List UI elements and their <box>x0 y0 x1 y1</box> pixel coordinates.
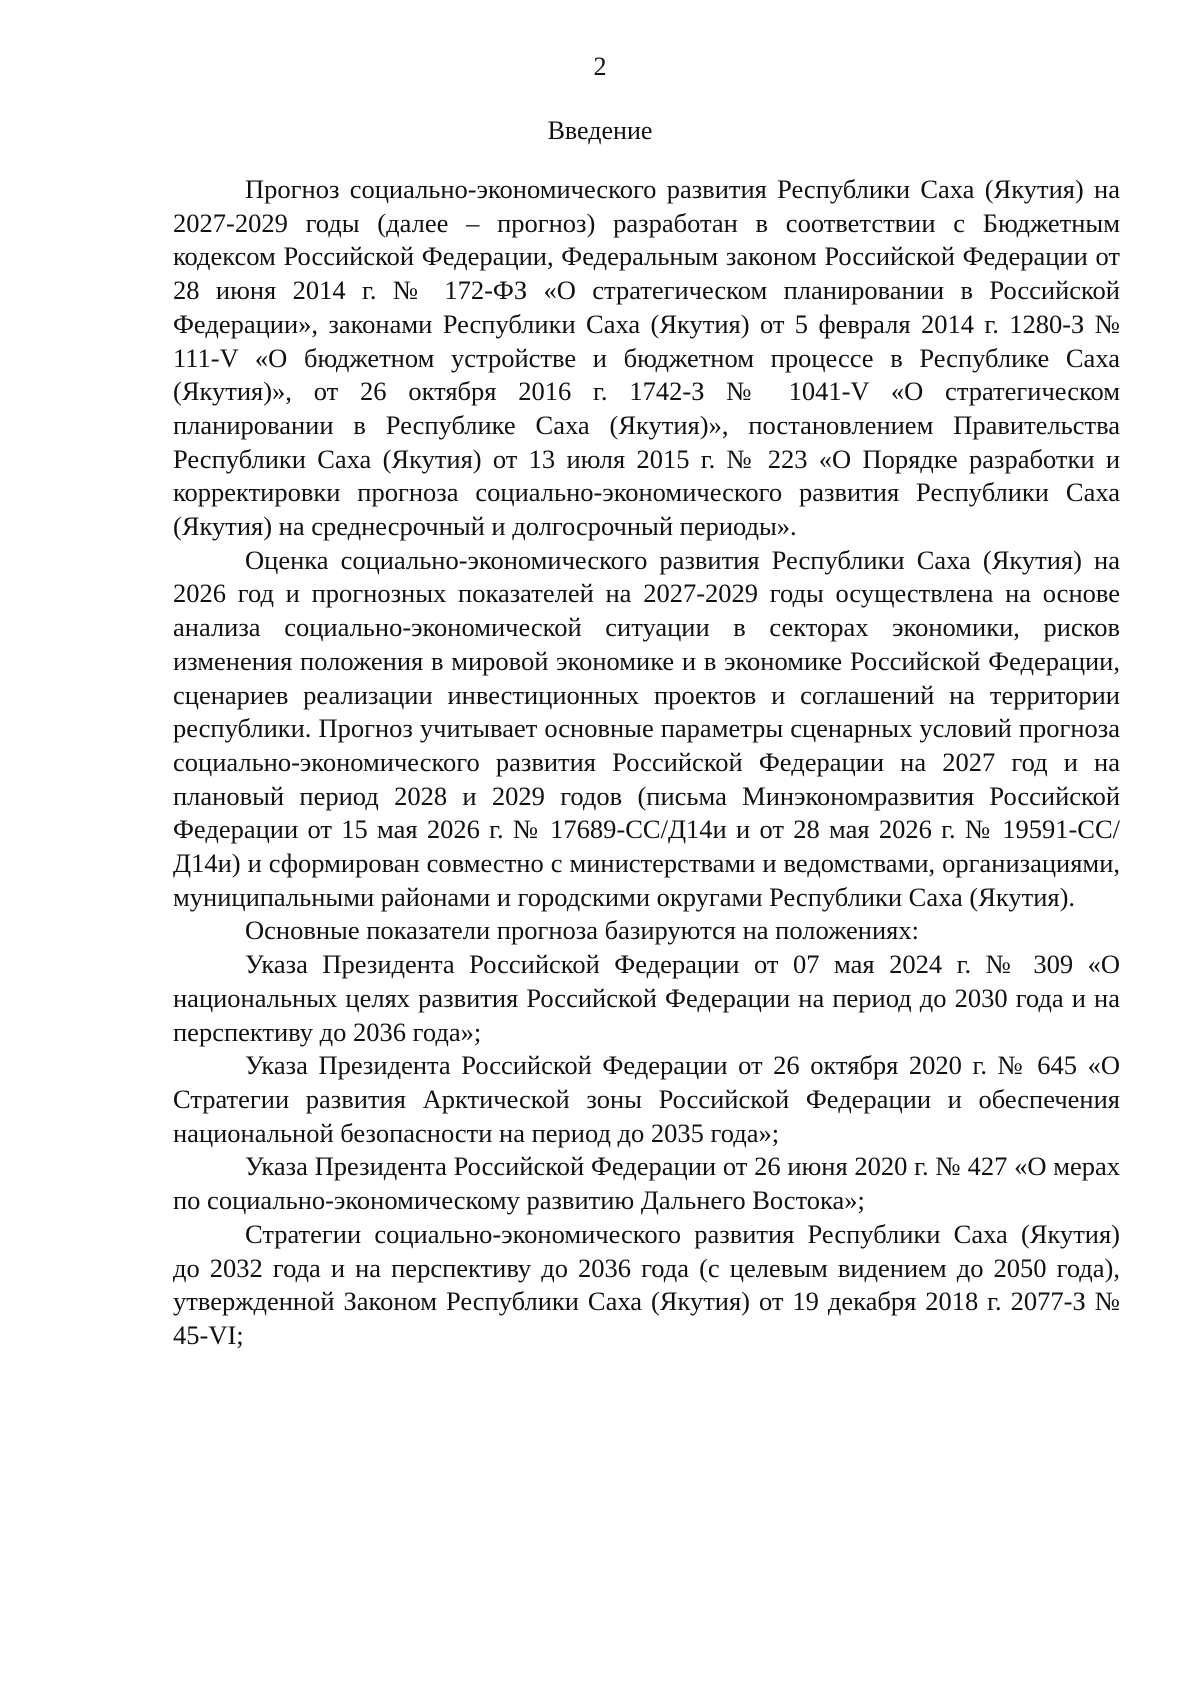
page-number: 2 <box>593 52 607 81</box>
paragraph-main-indicators: Основные показатели прогноза базируются на положениях: <box>245 915 919 946</box>
section-title: Введение <box>547 116 653 145</box>
paragraph-decree-645: Указа Президента Российской Федерации от 26 октября 2020 г. № 645 «О Стратегии развития Арктической зоны Российской Федерации и обеспечения национальной безопасности на период до 2035 года»; <box>173 1050 1120 1148</box>
paragraph-assessment: Оценка социально-экономического развития Республики Саха (Якутия) на 2026 год и прогнозных показателей на 2027-2029 годы осуществлена на основе анализа социально-экономической ситуации в секторах экономики, рисков изменения положения в мировой экономике и в экономике Российской Федерации, сценариев реализации инвестиционных проектов и соглашений на территории республики. Прогноз учитывает основные параметры сценарных условий прогноза социально-экономического развития Российской Федерации на 2027 год и на плановый период 2028 и 2029 годов (письма Минэкономразвития Российской Федерации от 15 мая 2026 г. № 17689-СС/Д14и и от 28 мая 2026 г. № 19591-СС/Д14и) и сформирован совместно с министерствами и ведомствами, организациями, муниципальными районами и городскими округами Республики Саха (Якутия). <box>173 544 1120 912</box>
paragraph-decree-427: Указа Президента Российской Федерации от 26 июня 2020 г. № 427 «О мерах по социально-экономическому развитию Дальнего Востока»; <box>173 1151 1120 1216</box>
paragraph-decree-309: Указа Президента Российской Федерации от 07 мая 2024 г. № 309 «О национальных целях развития Российской Федерации на период до 2030 года и на перспективу до 2036 года»; <box>173 949 1120 1047</box>
body-text <box>173 173 1120 1353</box>
paragraph-forecast-basis: Прогноз социально-экономического развития Республики Саха (Якутия) на 2027-2029 годы (далее – прогноз) разработан в соответствии с Бюджетным кодексом Российской Федерации, Федеральным законом Российской Федерации от 28 июня 2014 г. № 172-ФЗ «О стратегическом планировании в Российской Федерации», законами Республики Саха (Якутия) от 5 февраля 2014 г. 1280-З № 111-V «О бюджетном устройстве и бюджетном процессе в Республике Саха (Якутия)», от 26 октября 2016 г. 1742-З № 1041-V «О стратегическом планировании в Республике Саха (Якутия)», постановлением Правительства Республики Саха (Якутия) от 13 июля 2015 г. № 223 «О Порядке разработки и корректировки прогноза социально-экономического развития Республики Саха (Якутия) на среднесрочный и долгосрочный периоды». <box>173 174 1120 542</box>
paragraph-strategy: Стратегии социально-экономического развития Республики Саха (Якутия) до 2032 года и на перспективу до 2036 года (с целевым видением до 2050 года), утвержденной Законом Республики Саха (Якутия) от 19 декабря 2018 г. 2077-З № 45-VI; <box>173 1218 1120 1350</box>
